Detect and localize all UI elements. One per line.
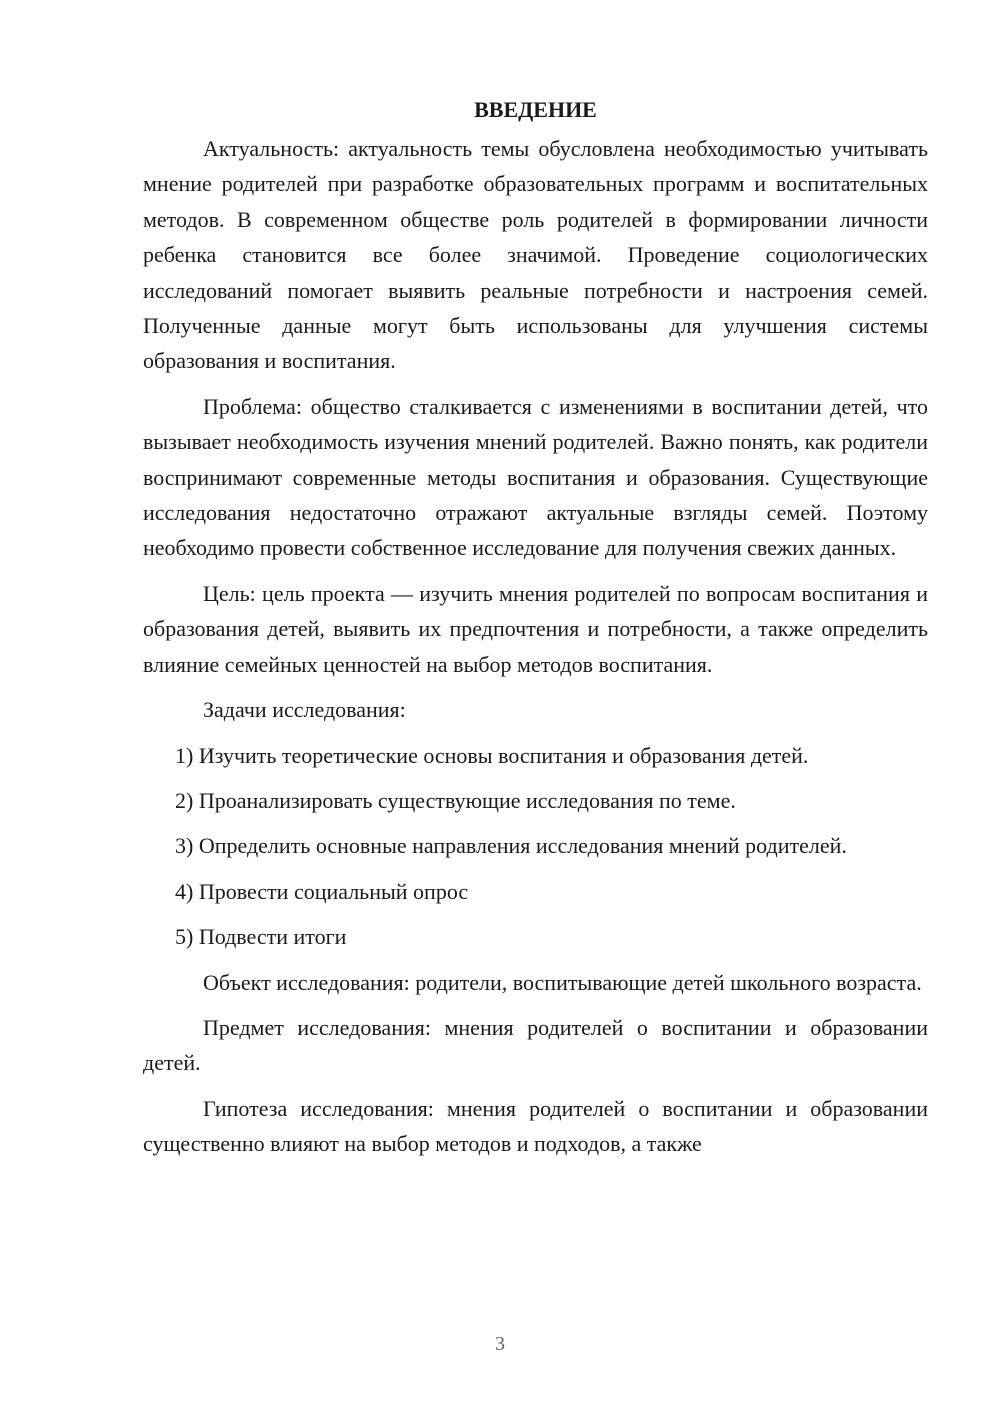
section-heading: ВВЕДЕНИЕ <box>474 97 597 122</box>
document-page <box>143 92 928 1172</box>
task-item-3: 3) Определить основные направления исследования мнений родителей. <box>175 833 847 859</box>
task-item-5: 5) Подвести итоги <box>175 924 347 950</box>
paragraph-object: Объект исследования: родители, воспитывающие детей школьного возраста. <box>203 969 922 995</box>
page-number: 3 <box>495 1333 505 1355</box>
paragraph-tasks-heading: Задачи исследования: <box>203 697 406 723</box>
task-item-1: 1) Изучить теоретические основы воспитания и образования детей. <box>175 742 809 768</box>
paragraph-hypothesis: Гипотеза исследования: мнения родителей о воспитании и образовании существенно влияют на выбор методов и подходов, а также <box>143 1095 928 1157</box>
paragraph-problem: Проблема: общество сталкивается с изменениями в воспитании детей, что вызывает необходимость изучения мнений родителей. Важно понять, как родители воспринимают современные методы воспитания и образования. Существующие исследования недостаточно отражают актуальные взгляды семей. Поэтому необходимо провести собственное исследование для получения свежих данных. <box>143 393 928 561</box>
paragraph-subject: Предмет исследования: мнения родителей о воспитании и образовании детей. <box>143 1014 928 1076</box>
paragraph-relevance: Актуальность: актуальность темы обусловлена необходимостью учитывать мнение родителей при разработке образовательных программ и воспитательных методов. В современном обществе роль родителей в формировании личности ребенка становится все более значимой. Проведение социологических исследований помогает выявить реальные потребности и настроения семей. Полученные данные могут быть использованы для улучшения системы образования и воспитания. <box>143 136 928 374</box>
paragraph-goal: Цель: цель проекта — изучить мнения родителей по вопросам воспитания и образования детей, выявить их предпочтения и потребности, а также определить влияние семейных ценностей на выбор методов воспитания. <box>143 580 928 677</box>
task-item-2: 2) Проанализировать существующие исследования по теме. <box>175 787 736 813</box>
task-item-4: 4) Провести социальный опрос <box>175 878 469 904</box>
